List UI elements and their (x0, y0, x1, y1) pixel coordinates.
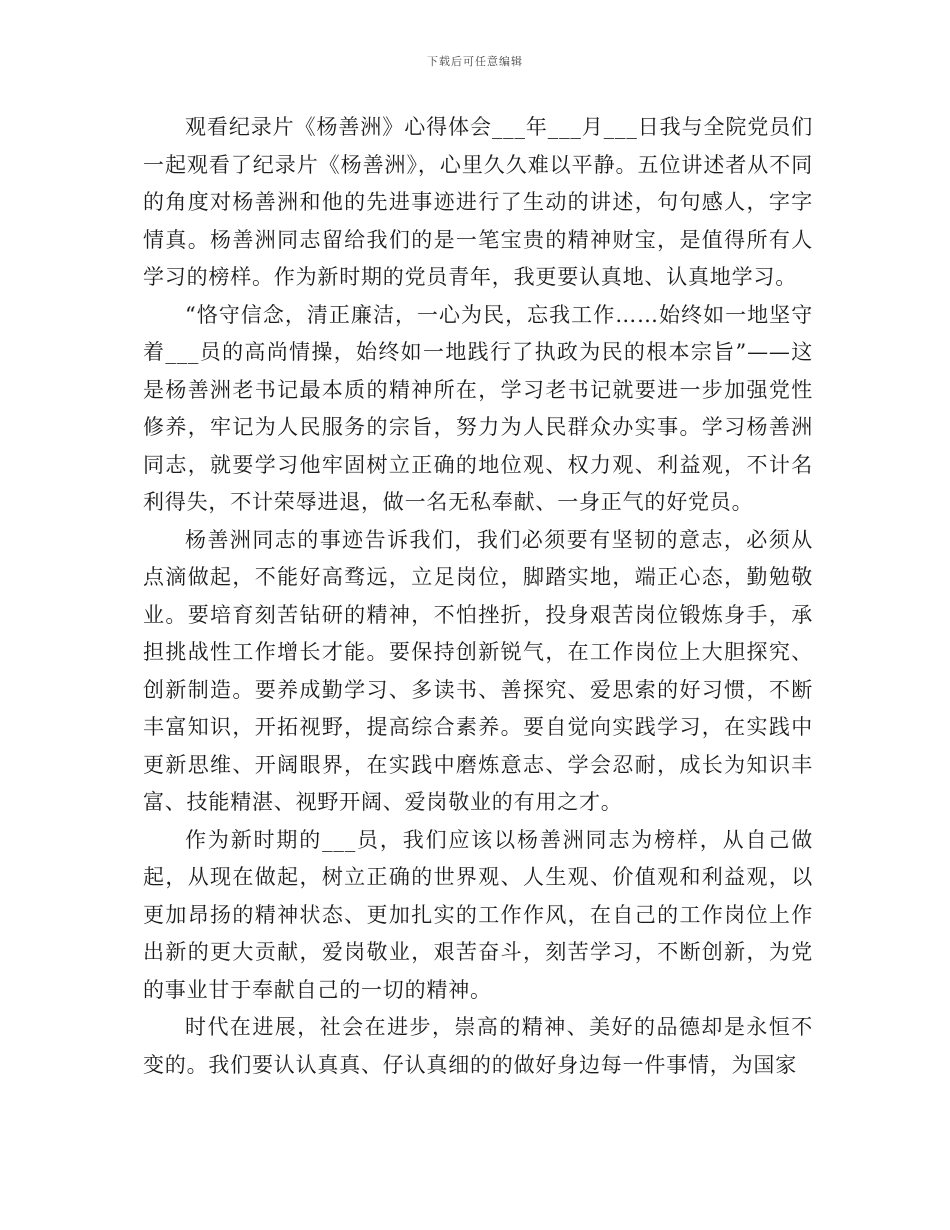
paragraph: 杨善洲同志的事迹告诉我们，我们必须要有坚韧的意志，必须从点滴做起，不能好高骛远，立足岗位，脚踏实地，端正心态，勤勉敬业。要培育刻苦钻研的精神，不怕挫折，投身艰苦岗位锻炼身手，承担挑战性工作增长才能。要保持创新锐气，在工作岗位上大胆探究、创新制造。要养成勤学习、多读书、善探究、爱思索的好习惯，不断丰富知识，开拓视野，提高综合素养。要自觉向实践学习，在实践中更新思维、开阔眼界，在实践中磨炼意志、学会忍耐，成长为知识丰富、技能精湛、视野开阔、爱岗敬业的有用之才。 (143, 527, 813, 814)
paragraph: 作为新时期的___员，我们应该以杨善洲同志为榜样，从自己做起，从现在做起，树立正确的世界观、人生观、价值观和利益观，以更加昂扬的精神状态、更加扎实的工作作风，在自己的工作岗位上作出新的更大贡献，爱岗敬业，艰苦奋斗，刻苦学习，不断创新，为党的事业甘于奉献自己的一切的精神。 (143, 827, 813, 1002)
header-note: 下载后可任意编辑 (427, 55, 523, 68)
paragraph: 时代在进展，社会在进步，崇高的精神、美好的品德却是永恒不变的。我们要认认真真、仔认真细的的做好身边每一件事情，为国家 (143, 1015, 813, 1077)
paragraph: “恪守信念，清正廉洁，一心为民，忘我工作……始终如一地坚守着___员的高尚情操，始终如一地践行了执政为民的根本宗旨”——这是杨善洲老书记最本质的精神所在，学习老书记就要进一步加强党性修养，牢记为人民服务的宗旨，努力为人民群众办实事。学习杨善洲同志，就要学习他牢固树立正确的地位观、权力观、利益观，不计名利得失，不计荣辱进退，做一名无私奉献、一身正气的好党员。 (143, 302, 813, 514)
document-body (143, 109, 813, 1084)
paragraph: 观看纪录片《杨善洲》心得体会___年___月___日我与全院党员们一起观看了纪录片《杨善洲》，心里久久难以平静。五位讲述者从不同的角度对杨善洲和他的先进事迹进行了生动的讲述，句句感人，字字情真。杨善洲同志留给我们的是一笔宝贵的精神财宝，是值得所有人学习的榜样。作为新时期的党员青年，我更要认真地、认真地学习。 (143, 115, 813, 289)
